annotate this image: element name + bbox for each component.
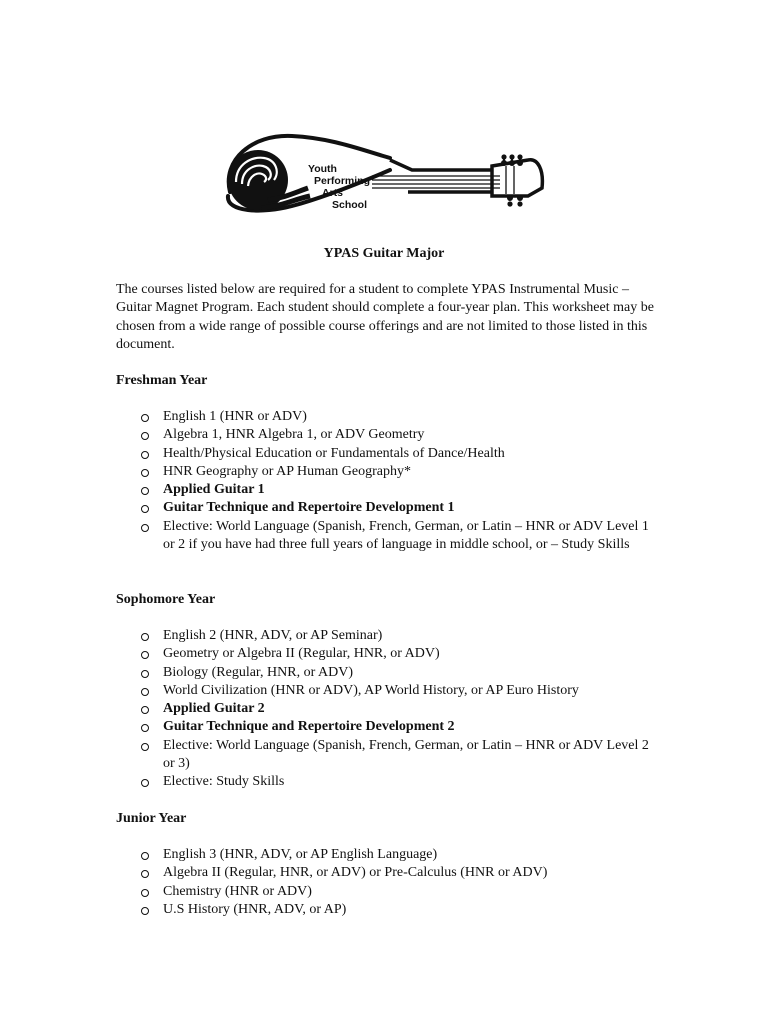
list-item: Guitar Technique and Repertoire Development 2 [116,718,656,736]
section-heading-freshman: Freshman Year [116,373,208,388]
list-item: Geometry or Algebra II (Regular, HNR, or ADV) [116,645,656,663]
page-title: YPAS Guitar Major [323,246,445,261]
list-item: Guitar Technique and Repertoire Development 1 [116,499,656,517]
list-item: Elective: World Language (Spanish, French, German, or Latin – HNR or ADV Level 2 or 3) [116,737,656,774]
list-item: Algebra 1, HNR Algebra 1, or ADV Geometry [116,426,656,444]
list-item: World Civilization (HNR or ADV), AP World History, or AP Euro History [116,682,656,700]
list-item: Applied Guitar 2 [116,700,656,718]
list-item: English 2 (HNR, ADV, or AP Seminar) [116,627,656,645]
section-heading-sophomore: Sophomore Year [116,592,216,607]
course-list-sophomore [116,627,656,792]
list-item: Algebra II (Regular, HNR, or ADV) or Pre-Calculus (HNR or ADV) [116,864,656,882]
logo-text-line: Arts [322,187,344,199]
list-item: U.S History (HNR, ADV, or AP) [116,901,656,919]
course-list-freshman [116,408,656,554]
logo-text-line: Youth [308,163,337,175]
list-item: English 3 (HNR, ADV, or AP English Language) [116,846,656,864]
list-item: HNR Geography or AP Human Geography* [116,463,656,481]
course-list-junior [116,846,656,919]
section-heading-junior: Junior Year [116,811,187,826]
guitar-logo-icon [222,130,550,216]
logo-text-line: School [332,199,368,211]
list-item: Health/Physical Education or Fundamentals of Dance/Health [116,445,656,463]
list-item: Elective: World Language (Spanish, French, German, or Latin – HNR or ADV Level 1 or 2 if you have had three full years of language in middle school, or – Study Skills [116,518,656,555]
list-item: Biology (Regular, HNR, or ADV) [116,664,656,682]
list-item: Chemistry (HNR or ADV) [116,883,656,901]
list-item: English 1 (HNR or ADV) [116,408,656,426]
intro-paragraph: The courses listed below are required for a student to complete YPAS Instrumental Music – Guitar Magnet Program. Each student should complete a four-year plan. This worksheet may be chosen from a wide range of possible course offerings and are not limited to those listed in this document. [116,282,654,353]
list-item: Applied Guitar 1 [116,481,656,499]
logo-text-line: Performing [314,175,371,187]
list-item: Elective: Study Skills [116,773,656,791]
